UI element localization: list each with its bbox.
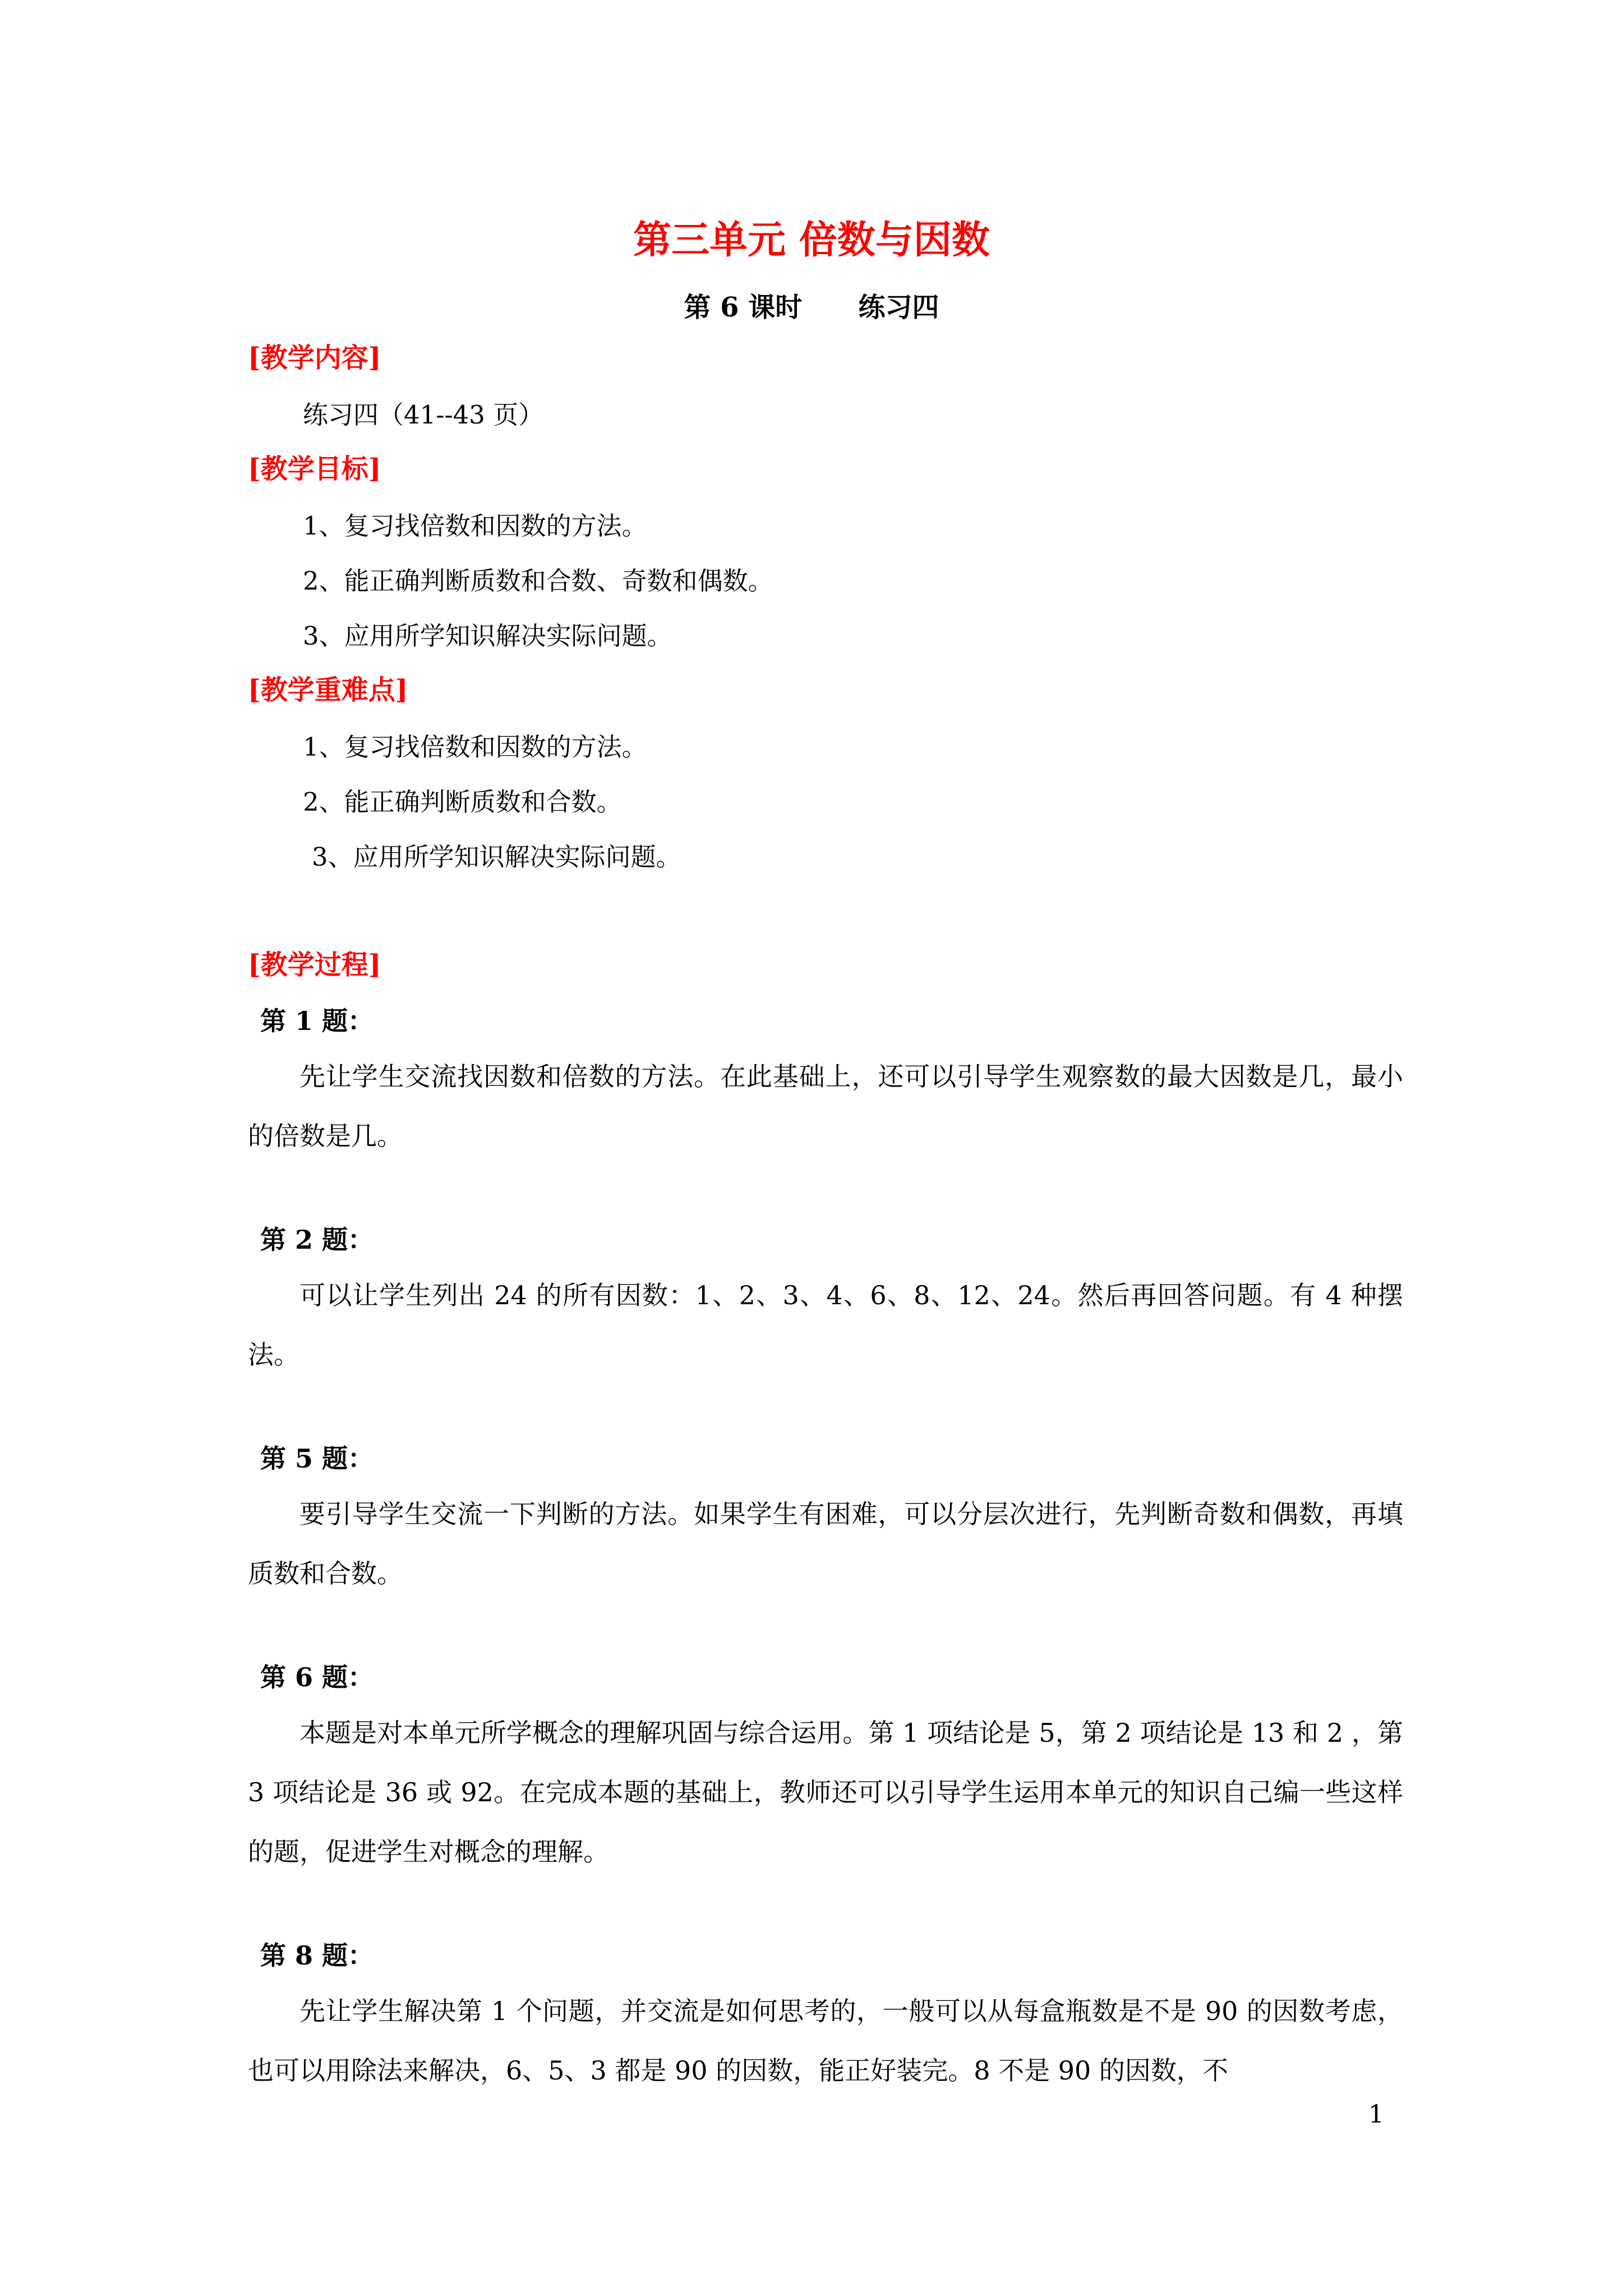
- question-label: 第 8 题：: [260, 1940, 374, 1971]
- section-heading-process: [教学过程]: [248, 949, 381, 981]
- question-text: 先让学生解决第 1 个问题，并交流是如何思考的，一般可以从每盒瓶数是不是 90 的因数考虑，也可以用除法来解决，6、5、3 都是 90 的因数，能正好装完。8 不是 90 的因数，不: [248, 1996, 1403, 2086]
- section-heading-content: [教学内容]: [248, 342, 381, 374]
- question-text: 先让学生交流找因数和倍数的方法。在此基础上，还可以引导学生观察数的最大因数是几，最小的倍数是几。: [248, 1061, 1403, 1151]
- goal-line: 2、能正确判断质数和合数、奇数和偶数。: [303, 566, 773, 596]
- question-label: 第 5 题：: [260, 1443, 374, 1474]
- section-heading-goals: [教学目标]: [248, 453, 381, 485]
- lesson-subtitle: 第 6 课时 练习四: [684, 292, 939, 323]
- question-text: 本题是对本单元所学概念的理解巩固与综合运用。第 1 项结论是 5，第 2 项结论是 13 和 2 ，第 3 项结论是 36 或 92。在完成本题的基础上，教师还可以引导学生运用本单元的知识自己编一些这样的题，促进学生对概念的理解。: [248, 1718, 1403, 1867]
- question-text: 可以让学生列出 24 的所有因数：1、2、3、4、6、8、12、24。然后再回答问题。有 4 种摆法。: [248, 1280, 1403, 1370]
- content-line: 练习四（41--43 页）: [303, 400, 544, 430]
- document-title: 第三单元 倍数与因数: [633, 218, 990, 263]
- question-label: 第 6 题：: [260, 1662, 374, 1692]
- goal-line: 3、应用所学知识解决实际问题。: [303, 621, 672, 651]
- key-point-line: 1、复习找倍数和因数的方法。: [303, 732, 647, 762]
- question-label: 第 1 题：: [260, 1006, 374, 1036]
- page-number: 1: [1368, 2100, 1384, 2129]
- question-label: 第 2 题：: [260, 1225, 374, 1255]
- question-text: 要引导学生交流一下判断的方法。如果学生有困难，可以分层次进行，先判断奇数和偶数，再填质数和合数。: [248, 1499, 1403, 1589]
- key-point-line: 3、应用所学知识解决实际问题。: [312, 842, 681, 872]
- goal-line: 1、复习找倍数和因数的方法。: [303, 511, 647, 541]
- key-point-line: 2、能正确判断质数和合数。: [303, 787, 622, 817]
- section-heading-key-points: [教学重难点]: [248, 674, 408, 706]
